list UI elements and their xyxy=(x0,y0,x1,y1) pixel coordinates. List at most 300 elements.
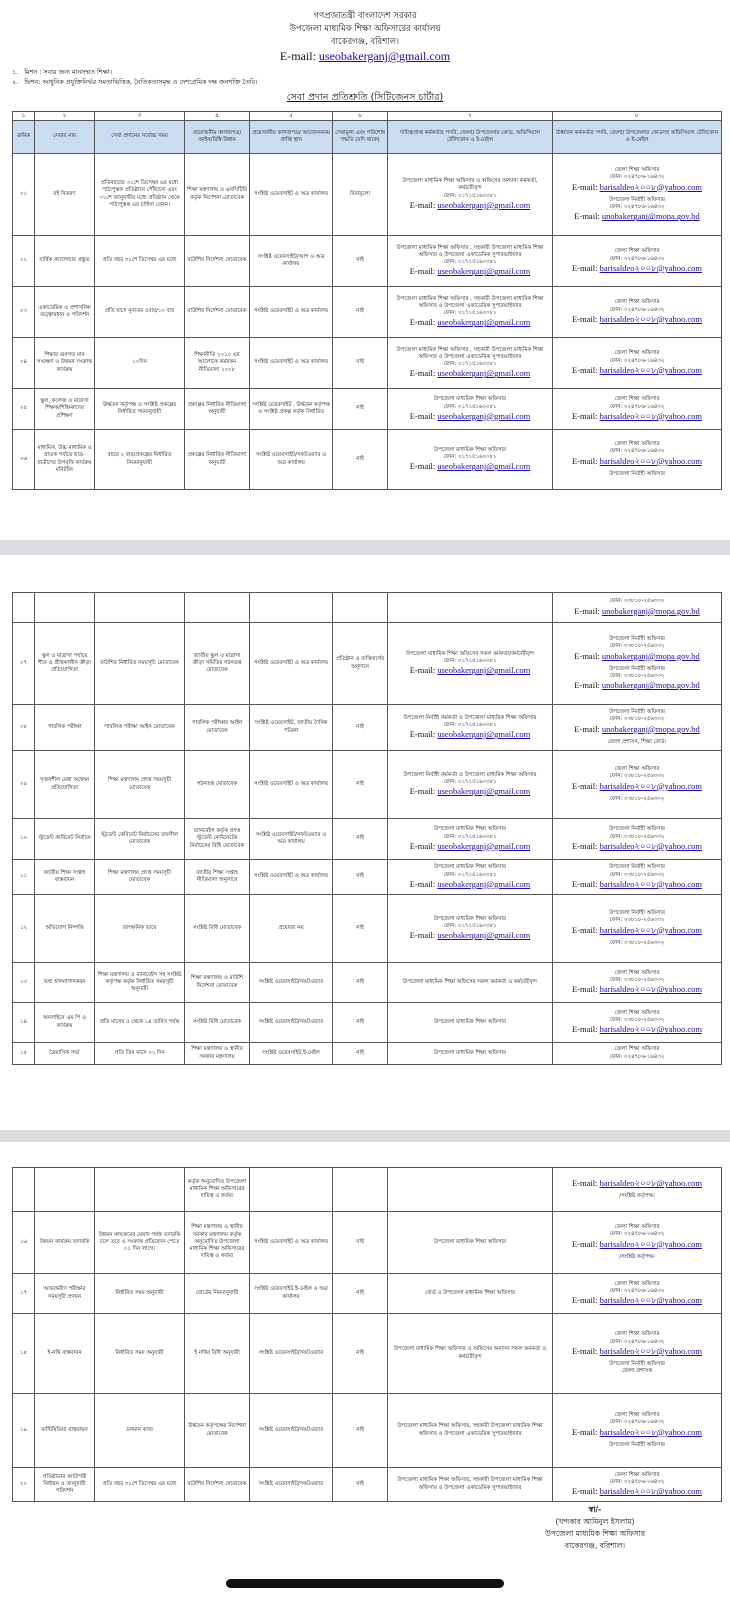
fee-cell: নাই xyxy=(333,819,388,860)
email-link[interactable]: unobakerganj@mopa.gov.bd xyxy=(601,605,700,616)
required-docs-cell: জাতীয় স্কুল ও মাদ্রাসা ক্রীড়া সমিতির গঠনতন্ত্র মোতাবেক xyxy=(185,623,250,705)
email-label: E-mail: xyxy=(571,924,598,935)
officer-email xyxy=(390,368,550,379)
required-docs-cell: প্রকল্পের নির্ধারিত নীতিমালা অনুযায়ী xyxy=(185,389,250,430)
form-source-cell: সংশ্লিষ্ট ওয়েবসাইট ও অত্র কার্যালয় xyxy=(250,751,333,819)
officer-email xyxy=(390,266,550,277)
email-link[interactable]: barisaldeo২০০৮@yahoo.com xyxy=(599,262,702,273)
officer-title: উপজেলা মাধ্যমিক শিক্ষা অফিসের সকল কর্মকর্তা ও কর্মচারীবৃন্দ xyxy=(403,978,537,985)
fee-cell: নাই xyxy=(333,963,388,1003)
email-link[interactable]: unobakerganj@mopa.gov.bd xyxy=(601,211,700,222)
supervisor-line: উপজেলা নির্বাহী অফিসার xyxy=(609,665,665,672)
required-docs-cell: বোর্ডের নিয়মানুযায়ী xyxy=(185,1274,250,1314)
header-email-link[interactable]: useobakerganj@gmail.com xyxy=(318,49,451,63)
form-source-cell: সংশ্লিষ্ট ওয়েবসাইট ও অত্র কার্যালয় xyxy=(250,154,333,236)
column-header-row xyxy=(13,121,722,154)
supervisor-email xyxy=(555,841,719,852)
officer-phone: ফোন: ০১৭১৫১৬০০৮১ xyxy=(443,833,497,840)
table-row xyxy=(13,623,722,705)
officer-phone: ফোন: ০১৭১৫১৬০০৮১ xyxy=(443,779,497,785)
continuation-row xyxy=(13,593,722,623)
email-link[interactable]: barisaldeo২০০৮@yahoo.com xyxy=(599,1346,702,1356)
supervisor-line: উপজেলা নির্বাহী অফিসার xyxy=(609,1361,665,1367)
serial-cell: ০৫ xyxy=(13,389,35,430)
supervisor-line: ফোন: ০৩৮১৮-২৫৬৩৩২ xyxy=(609,643,665,650)
email-label: E-mail: xyxy=(571,780,598,791)
required-docs-cell: মাউশির নির্দেশনা মোতাবেক xyxy=(185,1468,250,1502)
officer-email xyxy=(390,786,550,797)
officer-email xyxy=(390,879,550,890)
officer-cell xyxy=(388,1274,553,1314)
supervisor-line: ফোন: ০২৪৭৮৬-১৬৪৩২ xyxy=(609,1419,665,1426)
email-label: E-mail: xyxy=(409,786,436,797)
header-location: বাকেরগঞ্জ, বরিশাল। xyxy=(330,37,400,47)
required-docs-cell: কর্তৃক অনুমোদিত উপজেলা মাধ্যমিক শিক্ষা অফিসারের দায়িত্ব ও কর্তব্য xyxy=(185,1168,250,1212)
email-label: E-mail: xyxy=(409,368,436,379)
officer-title: উপজেলা মাধ্যমিক শিক্ষা অফিসার , সহকারী উপজেলা মাধ্যমিক শিক্ষা অফিসার ও উপজেলা একাডেমিক সুপারভাইজার xyxy=(396,295,544,309)
charter-table-page-3 xyxy=(12,1167,722,1502)
supervisor-line: ফোন: ০৩৮১৮-২৫৬৩৩২ xyxy=(609,917,665,924)
email-label: E-mail: xyxy=(571,1486,598,1497)
supervisor-cell xyxy=(553,1274,722,1314)
email-link[interactable]: barisaldeo২০০৮@yahoo.com xyxy=(599,924,702,935)
supervisor-line: জেলা শিক্ষা অফিসার xyxy=(614,1046,660,1053)
officer-title: উপজেলা মাধ্যমিক শিক্ষা অফিসার xyxy=(434,1049,506,1056)
officer-title: উপজেলা মাধ্যমিক শিক্ষা অফিসার ও অফিসের অন্যান্য সকল কর্মকর্তা ও কর্মচারীবৃন্দ xyxy=(393,1346,547,1360)
supervisor-line: জেলা শিক্ষা অফিসার xyxy=(614,765,660,772)
supervisor-line: ফোন: ০৩৮১৮-২৫৬৩৩২ xyxy=(609,833,665,840)
officer-title: উপজেলা মাধ্যমিক শিক্ষা অফিসার , সহকারী উপজেলা মাধ্যমিক শিক্ষা অফিসার ও উপজেলা একাডেমিক সুপারভাইজার xyxy=(396,346,544,360)
charter-table-page-2 xyxy=(12,592,722,1065)
supervisor-cell xyxy=(553,338,722,389)
email-label: E-mail: xyxy=(571,1426,598,1437)
email-link[interactable]: useobakerganj@gmail.com xyxy=(437,665,531,676)
supervisor-line: ফোন: ০২৪৭৮৬-১৬৪৩২ xyxy=(609,1231,665,1238)
officer-email xyxy=(390,665,550,676)
form-source-cell: সংশ্লিষ্ট ওয়েবসাইট,ই-মেইল ও অত্র কার্যালয় xyxy=(250,1274,333,1314)
service-name-cell: বই বিতরণ xyxy=(35,154,95,236)
supervisor-line: ফোন: ০২৪৭৮৬-১৬৪৩২ xyxy=(609,403,665,410)
fee-cell: নাই xyxy=(333,1274,388,1314)
column-header: প্রয়োজনীয় কাগজপত্র/আইন/বিধি-বিধান xyxy=(185,121,250,154)
form-source-cell: সংশ্লিষ্ট ওয়েবসাইট/সফটওয়্যার xyxy=(250,1003,333,1043)
supervisor-email xyxy=(555,314,719,325)
vision-line xyxy=(12,77,730,87)
supervisor-line: ফোন: ০৩৮১৮-২৫৬৩৩২ xyxy=(609,598,665,605)
officer-email xyxy=(390,411,550,422)
email-label: E-mail: xyxy=(571,1024,598,1035)
email-label: E-mail: xyxy=(571,1295,598,1306)
serial-cell: ০২ xyxy=(13,236,35,287)
email-link[interactable]: useobakerganj@gmail.com xyxy=(437,840,531,851)
service-time-cell: ঊর্দ্ধতন কর্তৃপক্ষ ও সংশ্লিষ্ট প্রকল্পের নির্ধারিত সময়ানুযায়ী xyxy=(95,389,185,430)
supervisor-line: ফোন: ০২৪৭৮৬-১৬৪৩২ xyxy=(609,448,665,455)
fee-cell: নাই xyxy=(333,287,388,338)
email-label: E-mail: xyxy=(409,461,436,472)
officer-title: উপজেলা নির্বাহী কর্মকর্তা ও উপজেলা মাধ্যমিক শিক্ষা অফিসার xyxy=(403,714,537,721)
signature-block xyxy=(545,1504,645,1552)
supervisor-email xyxy=(555,1024,719,1035)
table-row xyxy=(13,1468,722,1502)
serial-cell: ০৬ xyxy=(13,430,35,490)
supervisor-cell xyxy=(553,895,722,963)
email-label: E-mail: xyxy=(571,262,598,273)
supervisor-line: /সংশ্লিষ্ট কর্তৃপক্ষ। xyxy=(619,1253,655,1260)
required-docs-cell: মাউশির নির্দেশনা মোতাবেক xyxy=(185,287,250,338)
email-link[interactable]: useobakerganj@gmail.com xyxy=(437,729,531,740)
supervisor-email xyxy=(555,651,719,662)
mission-text: মিশন : সবার জন্য মানসম্মত শিক্ষা। xyxy=(24,68,112,76)
officer-phone: ফোন: ০১৭১৫১৬০০৮১ xyxy=(443,310,497,317)
service-name-cell: মাল্টিমিডিয়া বাস্তবায়ন xyxy=(35,1394,95,1468)
supervisor-email xyxy=(555,411,719,422)
supervisor-line: ফোন: ০২৪৭৮৬-১৬৪৩২ xyxy=(609,1338,665,1345)
email-label: E-mail: xyxy=(409,199,436,210)
officer-email xyxy=(390,461,550,472)
form-source-cell: প্রযোজ্য নয় xyxy=(250,895,333,963)
vision-text: ভিশন: আধুনিক প্রযুক্তিনির্ভর সমতাভিত্তিক, নৈতিকতাসমৃদ্ধ ও দেশপ্রেমিক দক্ষ জনশক্তি তৈরি। xyxy=(24,78,258,86)
supervisor-line: ফোন: ০২৪৭৮৬-১৬৪৩২ xyxy=(609,306,665,313)
supervisor-email xyxy=(555,456,719,467)
column-number: ৪ xyxy=(185,112,250,121)
email-link[interactable]: barisaldeo২০০৮@yahoo.com xyxy=(599,455,702,466)
fee-cell: নাই xyxy=(333,1043,388,1065)
officer-cell xyxy=(388,1043,553,1065)
supervisor-email xyxy=(555,211,719,222)
service-time-cell: মাউশির নির্ধারিত সময়সূচি মোতাবেক xyxy=(95,623,185,705)
form-source-cell: সংশ্লিষ্ট ওয়েবসাইট ও অত্র কার্যালয় xyxy=(250,623,333,705)
supervisor-email xyxy=(555,182,719,193)
supervisor-cell xyxy=(553,1003,722,1043)
form-source-cell: সংশ্লিষ্ট ওয়েবসাইট/সফটওয়্যার xyxy=(250,963,333,1003)
officer-title: উপজেলা মাধ্যমিক শিক্ষা অফিসার xyxy=(434,446,506,453)
service-name-cell: শিক্ষার গুনগত মান সংরক্ষণ ও উন্নয়ন সংক্রান্ত কার্যক্রম xyxy=(35,338,95,389)
email-label: E-mail: xyxy=(571,364,598,375)
service-name-cell: আভ্যন্তরীণ পরীক্ষার সময়সূচী প্রণয়ন xyxy=(35,1274,95,1314)
required-docs-cell: ব্যানবেইস কর্তৃক প্রদত্ত স্টুডেন্ট কেবিনেটের নির্বাচনের বিধি মোতাবেক xyxy=(185,819,250,860)
empty-cell xyxy=(185,593,250,623)
supervisor-line: জেলা শিক্ষা অফিসার xyxy=(614,1280,660,1287)
officer-cell xyxy=(388,1468,553,1502)
officer-title: বোর্ড ও উপজেলা মাধ্যমিক শিক্ষা অফিসার xyxy=(424,1289,516,1296)
email-link[interactable]: useobakerganj@gmail.com xyxy=(437,410,531,421)
table-row xyxy=(13,338,722,389)
supervisor-email xyxy=(555,1239,719,1250)
supervisor-cell xyxy=(553,1394,722,1468)
document-page-3 xyxy=(0,1142,730,1600)
table-row xyxy=(13,1212,722,1274)
supervisor-cell xyxy=(553,430,722,490)
officer-phone: ফোন: ০১৭১৫১৬০০৮১ xyxy=(443,923,497,929)
email-link[interactable]: barisaldeo২০০৮@yahoo.com xyxy=(599,1426,702,1437)
supervisor-cell xyxy=(553,1212,722,1274)
service-name-cell: বার্ষিক ক্যালেন্ডার প্রস্তুত xyxy=(35,236,95,287)
signatory-name: (খন্দকার আমিনুল ইসলাম) xyxy=(555,1517,635,1526)
officer-cell xyxy=(388,389,553,430)
service-time-cell: পাবলিক পরীক্ষা আইন মোতাবেক xyxy=(95,705,185,751)
vision-number: ২. xyxy=(12,78,19,86)
serial-cell: ১৩ xyxy=(13,963,35,1003)
serial-cell: ০৩ xyxy=(13,287,35,338)
serial-cell: ১০ xyxy=(13,819,35,860)
email-link[interactable]: useobakerganj@gmail.com xyxy=(437,786,531,797)
service-name-cell: অনলাইনে এম পি ও কার্যক্রম xyxy=(35,1003,95,1043)
officer-phone: ফোন: ০১৭১৫১৬০০৮১ xyxy=(443,361,497,368)
serial-cell: ০৯ xyxy=(13,751,35,819)
service-time-cell: তাৎক্ষনিক ভাবে xyxy=(95,895,185,963)
officer-title: উপজেলা মাধ্যমিক শিক্ষা অফিসার xyxy=(434,396,506,403)
supervisor-email xyxy=(555,724,719,735)
empty-cell xyxy=(388,1168,553,1212)
supervisor-email xyxy=(555,263,719,274)
email-link[interactable]: unobakerganj@mopa.gov.bd xyxy=(601,723,700,734)
service-name-cell: তথ্য হালনাগাদকরন xyxy=(35,963,95,1003)
email-label: E-mail: xyxy=(574,605,600,616)
supervisor-cell xyxy=(553,705,722,751)
officer-cell xyxy=(388,705,553,751)
officer-title: উপজেলা নির্বাহী কর্মকর্তা ও উপজেলা মাধ্যমিক শিক্ষা অফিসার xyxy=(403,771,537,778)
supervisor-line: জেলা প্রশাসন, শিক্ষা বোর্ড। xyxy=(607,738,667,745)
email-label: E-mail: xyxy=(574,723,600,734)
supervisor-line: জেলা শিক্ষা অফিসার xyxy=(614,1009,660,1016)
supervisor-line: ফোন: ০৩৮১৮-২৫৬৩৩২ xyxy=(609,977,665,983)
mission-vision xyxy=(12,67,730,87)
column-number: ২ xyxy=(35,112,95,121)
supervisor-cell xyxy=(553,236,722,287)
email-link[interactable]: barisaldeo২০০৮@yahoo.com xyxy=(599,1238,702,1249)
column-header: সেবার নাম xyxy=(35,121,95,154)
officer-title: উপজেলা মাধ্যমিক শিক্ষা অফিসার xyxy=(434,915,506,922)
form-source-cell: সংশ্লিষ্ট ওয়েবসাইট/সফটওয়্যার xyxy=(250,1394,333,1468)
supervisor-email xyxy=(555,1346,719,1357)
fee-cell: প্রতিষ্ঠান ও ব্যক্তিবর্গের অনুদানে xyxy=(333,623,388,705)
form-source-cell: সংশ্লিষ্ট ওয়েবসাইট ও অত্র কার্যালয় xyxy=(250,860,333,895)
email-label: E-mail: xyxy=(409,878,436,889)
table-row xyxy=(13,287,722,338)
column-number-row xyxy=(13,112,722,121)
fee-cell: নাই xyxy=(333,705,388,751)
fee-cell: নাই xyxy=(333,1314,388,1394)
email-label: E-mail: xyxy=(574,680,600,691)
officer-title: উপজেলা মাধ্যমিক শিক্ষা অফিসার ও অফিসের অন্যান্য কর্মকর্তা, কর্মচারীবৃন্দ xyxy=(402,178,538,192)
supervisor-email xyxy=(555,1178,719,1189)
email-link[interactable]: barisaldeo২০০৮@yahoo.com xyxy=(599,410,702,421)
supervisor-email xyxy=(555,365,719,376)
required-docs-cell: মাউশির নির্দেশনা মোতাবেক xyxy=(185,236,250,287)
document-header xyxy=(0,0,730,64)
supervisor-line: ফোন: ০৩৮১৮-২৫৬৩৩২ xyxy=(609,773,665,780)
table-row xyxy=(13,1003,722,1043)
email-link[interactable]: unobakerganj@mopa.gov.bd xyxy=(601,650,700,661)
email-link[interactable]: barisaldeo২০০৮@yahoo.com xyxy=(599,1178,702,1189)
email-link[interactable]: barisaldeo২০০৮@yahoo.com xyxy=(599,1486,702,1497)
officer-title: উপজেলা মাধ্যমিক শিক্ষা অফিসার, সহকারী উপজেলা মাধ্যমিক শিক্ষা অফিসার ও উপজেলা একাডেমিক সুপারভাইজার xyxy=(397,1477,543,1491)
service-name-cell: অভিযোগ নিষ্পত্তি xyxy=(35,895,95,963)
supervisor-line: ফোন: ০৩৮১৮-২৫৬৩৩২ xyxy=(609,871,665,878)
form-source-cell: সংশ্লিষ্ট ওয়েবসাইট , ঊর্দ্ধতন কর্তৃপক্ষ ও সংশ্লিষ্ট প্রকল্প কর্তৃক নির্ধারিত xyxy=(250,389,333,430)
officer-title: উপজেলা মাধ্যমিক শিক্ষা অফিসার xyxy=(434,1238,506,1245)
email-link[interactable]: useobakerganj@gmail.com xyxy=(437,199,531,210)
table-row xyxy=(13,430,722,490)
supervisor-email xyxy=(555,1427,719,1438)
officer-cell xyxy=(388,236,553,287)
supervisor-line: ফোন: ০২৪৭৮৬-১৬৪৩২ xyxy=(609,1053,665,1060)
fee-cell: নাই xyxy=(333,430,388,490)
supervisor-line: জেলা শিক্ষা অফিসার xyxy=(614,1223,660,1230)
officer-email xyxy=(390,729,550,740)
email-link[interactable]: barisaldeo২০০৮@yahoo.com xyxy=(599,1024,702,1035)
officer-title: উপজেলা মাধ্যমিক শিক্ষা অফিসার , সহকারী উপজেলা মাধ্যমিক শিক্ষা অফিসার ও উপজেলা একাডেমিক সুপারভাইজার xyxy=(396,244,544,258)
service-time-cell: প্রতি মাসে নূন্যতম ৫বার/১০ বার xyxy=(95,287,185,338)
service-time-cell: নির্ধারিত সময় অনুযায়ী xyxy=(95,1314,185,1394)
serial-cell: ০৭ xyxy=(13,623,35,705)
officer-phone: ফোন: ০১৭১৫১৬০০৮১ xyxy=(443,259,497,266)
supervisor-email xyxy=(555,606,719,617)
service-time-cell: প্রতিবছরের ৩১শে ডিসেম্বর এর মধ্যে পাঠ্যপুস্তক প্রতিষ্ঠানে পৌঁছানো এবং ৩১শে জানুয়ারীর মধ্যে প্রতিষ্ঠান থেকে পাঠ্যপুস্তক এর চাহিদা প্রেরন। xyxy=(95,154,185,236)
column-number: ৬ xyxy=(333,112,388,121)
supervisor-line: উপজেলা নির্বাহী অফিসার xyxy=(609,909,665,916)
email-link[interactable]: barisaldeo২০০৮@yahoo.com xyxy=(599,840,702,851)
supervisor-line: জেলা শিক্ষা অফিসার xyxy=(614,969,660,976)
email-label: E-mail: xyxy=(571,1346,598,1356)
officer-phone: ফোন: ০১৭১৫১৬০০৮১ xyxy=(443,192,497,199)
supervisor-cell xyxy=(553,751,722,819)
empty-cell xyxy=(333,1168,388,1212)
supervisor-cell xyxy=(553,593,722,623)
required-docs-cell: শিক্ষা মন্ত্রণালয় ও স্থানীয় সরকার মন্ত্রণালয় কর্তৃক অনুমোদিত উপজেলা মাধ্যমিক শিক্ষা অফিসারের দায়িত্ব ও কর্তব্য xyxy=(185,1212,250,1274)
required-docs-cell: সংশ্লিষ্ট বিধি মোতাবেক xyxy=(185,895,250,963)
email-label: E-mail: xyxy=(574,211,600,222)
supervisor-line: উপজেলা নির্বাহী অফিসার xyxy=(609,826,665,833)
form-source-cell: সংশ্লিষ্ট ওয়েবসাইট/সফটওয়্যার ও অত্র কার্যালয় xyxy=(250,819,333,860)
required-docs-cell: গঠনতন্ত্র মোতাবেক xyxy=(185,751,250,819)
serial-cell: ২০ xyxy=(13,1468,35,1502)
service-name-cell: প্রতিষ্ঠানের ক্যাটাগরী নির্ধারন ও তদনুযায়ী পরিদর্শন xyxy=(35,1468,95,1502)
supervisor-line: উপজেলা নির্বাহী অফিসার xyxy=(609,470,665,477)
officer-cell xyxy=(388,154,553,236)
supervisor-line: জেলা শিক্ষা অফিসার xyxy=(614,299,660,306)
service-time-cell: উন্নয়ন কাযক্রমের মেয়াদ পর্যন্ত তদারকি চলে তবে এ সংক্রান্ত প্রতিবেদন পেতে ০১ দিন লাগে। xyxy=(95,1212,185,1274)
form-source-cell: সংশ্লিষ্ট ওয়েবসাইট ও অত্র কার্যালয় xyxy=(250,1212,333,1274)
officer-email xyxy=(390,930,550,941)
service-name-cell: জাতীয় শিক্ষা সপ্তাহ বাস্তবায়ন xyxy=(35,860,95,895)
email-link[interactable]: barisaldeo২০০৮@yahoo.com xyxy=(599,878,702,889)
service-time-cell: শিক্ষা মন্ত্রণালয় প্রদত্ত সময়সূচী মোতাবেক xyxy=(95,860,185,895)
email-link[interactable]: barisaldeo২০০৮@yahoo.com xyxy=(599,181,702,192)
email-link[interactable]: barisaldeo২০০৮@yahoo.com xyxy=(599,780,702,791)
email-link[interactable]: useobakerganj@gmail.com xyxy=(437,461,531,472)
supervisor-line: উপজেলা নির্বাহী অফিসার xyxy=(609,196,665,203)
email-label: E-mail: xyxy=(571,455,598,466)
form-source-cell: সংশ্লিষ্ট ওয়েবসাইট/আপ ও অত্র কার্যালয় xyxy=(250,236,333,287)
officer-email xyxy=(390,317,550,328)
required-docs-cell: জাতীয় শিক্ষা সপ্তাহ নীতিমালা অনুসারে xyxy=(185,860,250,895)
table-row xyxy=(13,860,722,895)
email-link[interactable]: useobakerganj@gmail.com xyxy=(437,368,531,379)
form-source-cell: সংশ্লিষ্ট ওয়েবসাইট, জাতীয় দৈনিক পত্রিকা xyxy=(250,705,333,751)
service-time-cell: চলমান কাজ xyxy=(95,1394,185,1468)
email-label: E-mail: xyxy=(571,1178,598,1189)
form-source-cell: সংশ্লিষ্ট ওয়েবসাইট/সফটওয়্যার ও অত্র কার্যালয় xyxy=(250,430,333,490)
email-link[interactable]: unobakerganj@mopa.gov.bd xyxy=(601,680,700,691)
fee-cell: নাই xyxy=(333,860,388,895)
officer-cell xyxy=(388,430,553,490)
fee-cell: নাই xyxy=(333,1468,388,1502)
email-link[interactable]: useobakerganj@gmail.com xyxy=(437,317,531,328)
email-label: E-mail: xyxy=(571,878,598,889)
charter-title xyxy=(0,91,730,106)
email-label: E-mail: xyxy=(571,984,598,995)
table-row xyxy=(13,389,722,430)
column-header: সেবা প্রদানের সর্বোচ্চ সময় xyxy=(95,121,185,154)
service-name-cell: পাবলিক পরীক্ষা xyxy=(35,705,95,751)
officer-title: উপজেলা মাধ্যমিক শিক্ষা অফিসার, সহকারী উপজেলা মাধ্যমিক শিক্ষা অফিসার ও উপজেলা একাডেমিক সুপারভাইজার xyxy=(397,1423,543,1437)
officer-phone: ফোন: ০১৭১৫১৬০০৮১ xyxy=(443,658,497,664)
empty-cell xyxy=(388,593,553,623)
officer-phone: ফোন: ০১৭১৫১৬০০৮১ xyxy=(443,722,497,728)
supervisor-cell xyxy=(553,623,722,705)
table-row xyxy=(13,1314,722,1394)
charter-title-text: সেবা প্রদান প্রতিশ্রুতি (সিটিজেনস চার্টার) xyxy=(286,92,444,103)
officer-email xyxy=(390,841,550,852)
supervisor-line: ফোন: ০২৪৭৮৬-১৬৪৩২ xyxy=(609,174,665,181)
supervisor-line: জেলা শিক্ষা অফিসার xyxy=(614,1331,660,1338)
header-office: উপজেলা মাধ্যমিক শিক্ষা অফিসারের কার্যালয় xyxy=(289,24,441,34)
continuation-row xyxy=(13,1168,722,1212)
signature-mark: স্বা/- xyxy=(588,1505,602,1514)
table-row xyxy=(13,895,722,963)
email-link[interactable]: barisaldeo২০০৮@yahoo.com xyxy=(599,364,702,375)
supervisor-line: ফোন: ০৩৮১৮-২৫৬৩৩২ xyxy=(609,939,665,946)
officer-cell xyxy=(388,1212,553,1274)
fee-cell: বিনামূল্যে xyxy=(333,154,388,236)
serial-cell: ১১ xyxy=(13,860,35,895)
email-link[interactable]: useobakerganj@gmail.com xyxy=(437,266,531,277)
supervisor-cell xyxy=(553,154,722,236)
supervisor-line: ফোন: ০২৪৭৮৬-১৬৪৩২ xyxy=(609,255,665,262)
fee-cell: নাই xyxy=(333,1394,388,1468)
email-link[interactable]: barisaldeo২০০৮@yahoo.com xyxy=(599,313,702,324)
header-email xyxy=(0,49,730,64)
officer-cell xyxy=(388,895,553,963)
required-docs-cell: শিক্ষানীতি ২০১০ এর আলোকে কর্মরকম নীতিমালা ২০০৮ xyxy=(185,338,250,389)
home-indicator[interactable] xyxy=(226,1579,504,1588)
email-link[interactable]: useobakerganj@gmail.com xyxy=(437,930,531,941)
email-link[interactable]: barisaldeo২০০৮@yahoo.com xyxy=(599,984,702,995)
officer-title: উপজেলা মাধ্যমিক শিক্ষা অফিসার xyxy=(434,1018,506,1025)
supervisor-email xyxy=(555,1486,719,1497)
empty-cell xyxy=(250,1168,333,1212)
table-row xyxy=(13,1043,722,1065)
officer-cell xyxy=(388,819,553,860)
form-source-cell: সংশ্লিষ্ট ওয়েবসাইট/সফটওয়্যার xyxy=(250,1468,333,1502)
officer-cell xyxy=(388,1003,553,1043)
service-time-cell: বছরে ২ বার/প্রকল্পের নির্ধারিত নিয়মানুযায়ী xyxy=(95,430,185,490)
supervisor-cell xyxy=(553,1043,722,1065)
officer-phone: ফোন: ০১৭১৫১৬০০৮১ xyxy=(443,403,497,410)
service-time-cell: স্টুডেন্ট কেবিনেট নির্বাচনের তফসীল মোতাবেক xyxy=(95,819,185,860)
table-row xyxy=(13,154,722,236)
form-source-cell: সংশ্লিষ্ট ওয়েবসাইট,ই-মেইল xyxy=(250,1043,333,1065)
table-row xyxy=(13,1274,722,1314)
email-link[interactable]: barisaldeo২০০৮@yahoo.com xyxy=(599,1295,702,1306)
supervisor-line: জেলা শিক্ষা অফিসার xyxy=(614,166,660,173)
supervisor-cell xyxy=(553,287,722,338)
supervisor-line: জেলা শিক্ষা অফিসার xyxy=(614,396,660,403)
email-link[interactable]: useobakerganj@gmail.com xyxy=(437,878,531,889)
required-docs-cell: ঊর্দ্ধতন কর্তৃপক্ষের নির্দেশনা মোতাবেক xyxy=(185,1394,250,1468)
officer-cell xyxy=(388,623,553,705)
